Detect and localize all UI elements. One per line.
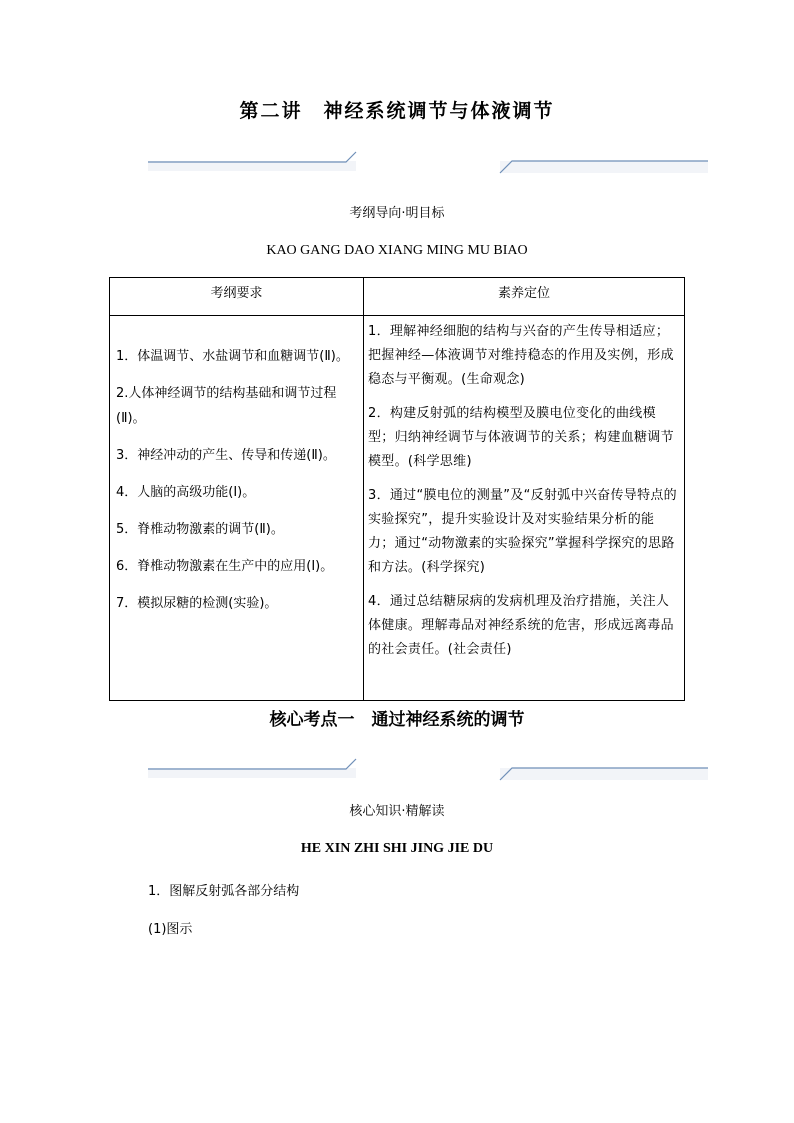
paragraph: 1．图解反射弧各部分结构 [148,884,300,899]
requirement-item: 3．神经冲动的产生、传导和传递(Ⅱ)。 [116,448,336,463]
literacy-item: 2．构建反射弧的结构模型及膜电位变化的曲线模型；归纳神经调节与体液调节的关系；构建血糖调节模型。(科学思维) [368,406,674,469]
requirement-item: 7．模拟尿糖的检测(实验)。 [116,596,278,611]
decorative-divider [0,145,794,181]
decorative-divider [0,756,794,792]
literacy-item: 3．通过“膜电位的测量”及“反射弧中兴奋传导特点的实验探究”，提升实验设计及对实验结果分析的能力；通过“动物激素的实验探究”掌握科学探究的思路和方法。(科学探究) [368,488,677,575]
requirement-item: 2.人体神经调节的结构基础和调节过程(Ⅱ)。 [116,386,337,426]
requirement-item: 5．脊椎动物激素的调节(Ⅱ)。 [116,522,284,537]
requirements-list [116,344,362,628]
core-point-heading: 核心考点一 通过神经系统的调节 [269,710,525,730]
requirement-item: 1．体温调节、水盐调节和血糖调节(Ⅱ)。 [116,349,349,364]
literacy-item: 4．通过总结糖尿病的发病机理及治疗措施，关注人体健康。理解毒品对神经系统的危害，形成远离毒品的社会责任。(社会责任) [368,594,674,657]
knowledge-section-pinyin: HE XIN ZHI SHI JING JIE DU [300,841,494,856]
requirement-item: 6．脊椎动物激素在生产中的应用(Ⅰ)。 [116,559,334,574]
paragraph: (1)图示 [148,922,193,937]
knowledge-section-label: 核心知识·精解读 [349,804,445,819]
requirement-item: 4．人脑的高级功能(Ⅰ)。 [116,485,256,500]
table-divider [363,278,364,700]
column-header-literacy: 素养定位 [497,286,550,301]
page-title: 第二讲 神经系统调节与体液调节 [239,100,555,122]
column-header-requirements: 考纲要求 [210,286,263,301]
literacy-list [368,320,680,672]
literacy-item: 1．理解神经细胞的结构与兴奋的产生传导相适应；把握神经—体液调节对维持稳态的作用及实例，形成稳态与平衡观。(生命观念) [368,324,674,387]
syllabus-table [109,277,685,701]
guide-section-pinyin: KAO GANG DAO XIANG MING MU BIAO [266,243,528,258]
guide-section-label: 考纲导向·明目标 [349,206,445,221]
